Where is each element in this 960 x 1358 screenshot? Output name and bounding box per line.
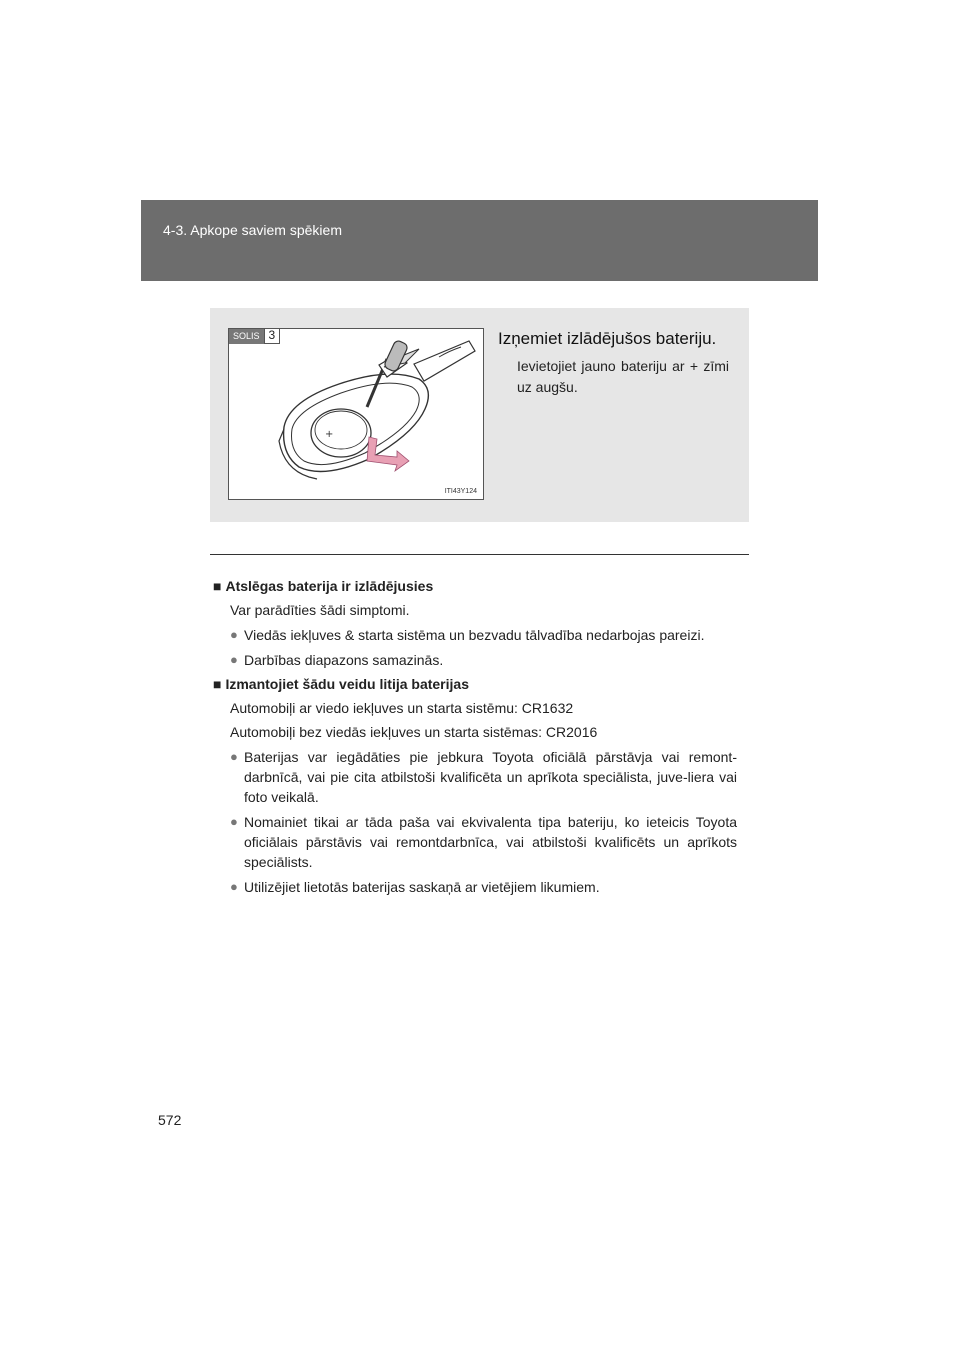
list-item-text: Baterijas var iegādāties pie jebkura Toyota oficiālā pārstāvja vai remont-darbnīcā, vai pie cita atbilstoši kvalificēta un aprīkota speciālista, juve-liera vai foto veikalā. xyxy=(244,749,737,805)
page-number: 572 xyxy=(158,1112,182,1128)
circle-bullet-icon: ● xyxy=(230,879,238,894)
section-title: 4-3. Apkope saviem spēkiem xyxy=(163,222,342,238)
circle-bullet-icon: ● xyxy=(230,652,238,667)
section-heading xyxy=(213,674,737,694)
paragraph: Automobiļi bez viedās iekļuves un starta sistēmas: CR2016 xyxy=(230,724,598,740)
circle-bullet-icon: ● xyxy=(230,749,238,764)
section-heading-text: Atslēgas baterija ir izlādējusies xyxy=(225,578,434,594)
list-item-text: Darbības diapazons samazinās. xyxy=(244,652,444,668)
square-bullet-icon: ■ xyxy=(213,676,222,692)
step-title: Izņemiet izlādējušos bateriju. xyxy=(498,329,717,348)
list-item-text: Viedās iekļuves & starta sistēma un bezvadu tālvadība nedarbojas pareizi. xyxy=(244,627,705,643)
key-fob-drawing xyxy=(229,329,483,499)
svg-text:+: + xyxy=(325,429,334,440)
step-tag-label: SOLIS xyxy=(229,329,264,344)
step-box xyxy=(210,308,749,522)
list-item xyxy=(230,877,737,897)
list-item-text: Nomainiet tikai ar tāda paša vai ekvivalenta tipa bateriju, ko ieteicis Toyota oficiālais pārstāvis vai remontdarbnīca, vai atbilstoši kvalificēts un aprīkots speciālists. xyxy=(244,814,737,870)
notes-content xyxy=(213,572,737,897)
paragraph: Automobiļi ar viedo iekļuves un starta sistēmu: CR1632 xyxy=(230,700,574,716)
list-item xyxy=(230,747,737,807)
square-bullet-icon: ■ xyxy=(213,578,222,594)
step-number: 3 xyxy=(264,329,281,344)
circle-bullet-icon: ● xyxy=(230,627,238,642)
key-battery-illustration xyxy=(228,328,484,500)
header-band xyxy=(141,200,818,281)
paragraph: Var parādīties šādi simptomi. xyxy=(230,602,410,618)
section-heading-text: Izmantojiet šādu veidu litija baterijas xyxy=(225,676,469,692)
section-heading xyxy=(213,576,737,596)
list-item xyxy=(230,650,737,670)
circle-bullet-icon: ● xyxy=(230,814,238,829)
divider xyxy=(210,554,749,555)
list-item xyxy=(230,812,737,872)
list-item-text: Utilizējiet lietotās baterijas saskaņā ar vietējiem likumiem. xyxy=(244,879,600,895)
step-description: Ievietojiet jauno bateriju ar + zīmi uz augšu. xyxy=(517,358,729,395)
figure-code: ITI43Y124 xyxy=(444,488,477,495)
list-item xyxy=(230,625,737,645)
